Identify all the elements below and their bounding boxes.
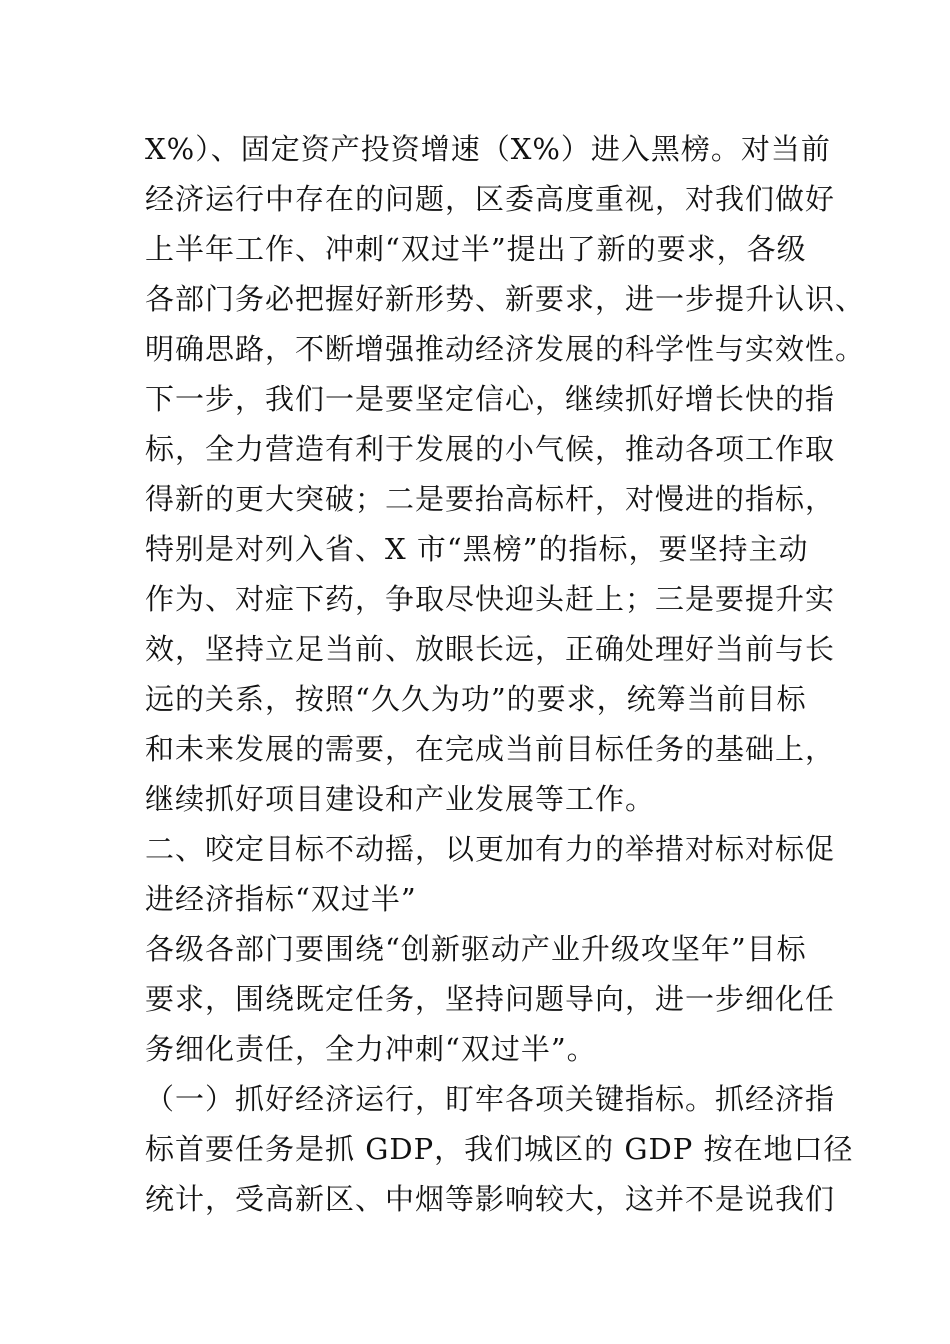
section-heading-line: 进经济指标“双过半”	[145, 882, 417, 916]
text-line: 要求，围绕既定任务，坚持问题导向，进一步细化任	[145, 982, 836, 1016]
text-line: 得新的更大突破；二是要抬高标杆，对慢进的指标，	[145, 482, 836, 516]
text-line: X%）、固定资产投资增速（X%）进入黑榜。对当前	[145, 132, 831, 166]
text-line: 务细化责任，全力冲刺“双过半”。	[145, 1032, 597, 1066]
text-line: 下一步，我们一是要坚定信心，继续抓好增长快的指	[145, 382, 836, 416]
text-line: 远的关系，按照“久久为功”的要求，统筹当前目标	[145, 682, 807, 716]
text-line: 明确思路，不断增强推动经济发展的科学性与实效性。	[145, 332, 866, 366]
text-line: 各级各部门要围绕“创新驱动产业升级攻坚年”目标	[145, 932, 807, 966]
text-line: 统计，受高新区、中烟等影响较大，这并不是说我们	[145, 1182, 836, 1216]
body-text	[145, 124, 865, 1224]
text-line: 和未来发展的需要，在完成当前目标任务的基础上，	[145, 732, 836, 766]
text-line: 各部门务必把握好新形势、新要求，进一步提升认识、	[145, 282, 866, 316]
text-line: 上半年工作、冲刺“双过半”提出了新的要求，各级	[145, 232, 807, 266]
text-line: 效，坚持立足当前、放眼长远，正确处理好当前与长	[145, 632, 836, 666]
text-line: 特别是对列入省、X 市“黑榜”的指标，要坚持主动	[145, 532, 809, 566]
text-line: 作为、对症下药，争取尽快迎头赶上；三是要提升实	[145, 582, 836, 616]
text-line: 继续抓好项目建设和产业发展等工作。	[145, 782, 656, 816]
section-heading-line: 二、咬定目标不动摇，以更加有力的举措对标对标促	[145, 832, 836, 866]
subsection-line: （一）抓好经济运行，盯牢各项关键指标。抓经济指	[145, 1082, 836, 1116]
text-line: 标首要任务是抓 GDP，我们城区的 GDP 按在地口径	[145, 1132, 854, 1166]
text-line: 经济运行中存在的问题，区委高度重视，对我们做好	[145, 182, 836, 216]
text-line: 标，全力营造有利于发展的小气候，推动各项工作取	[145, 432, 836, 466]
